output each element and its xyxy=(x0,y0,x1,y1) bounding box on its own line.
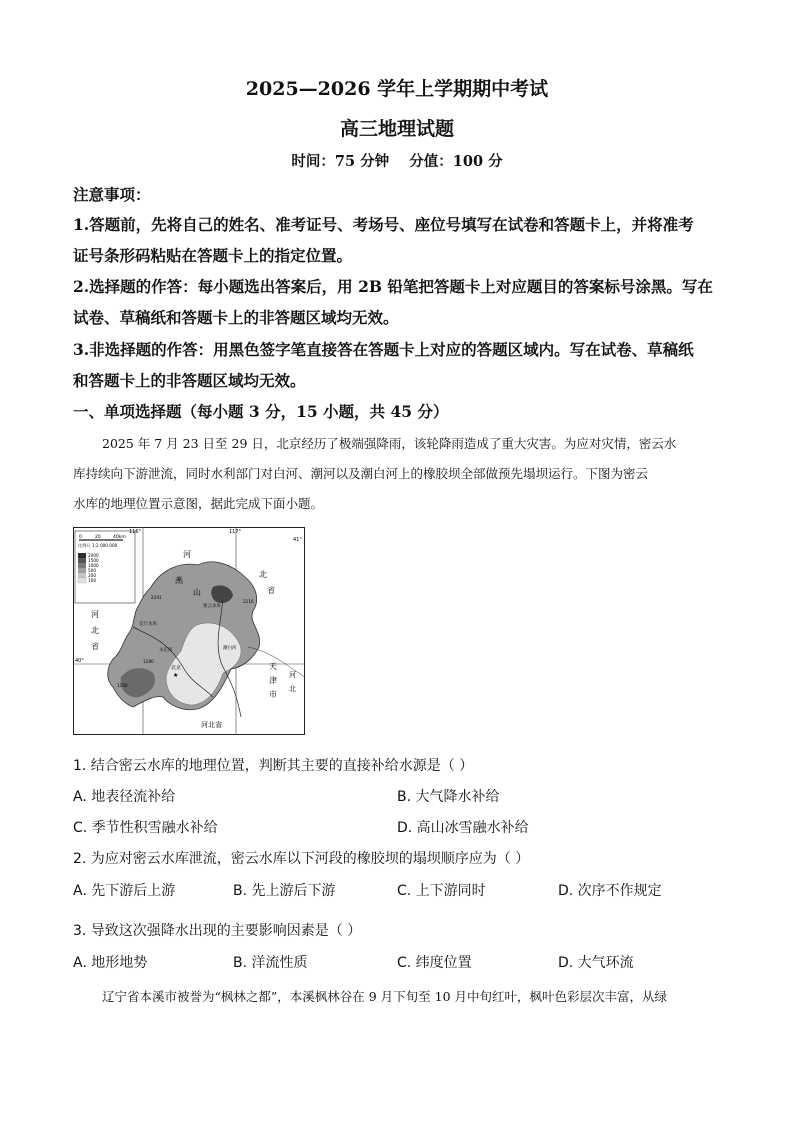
miyun-reservoir-map xyxy=(73,527,305,735)
lon-label: 116° xyxy=(129,529,142,535)
section-heading: 一、单项选择题（每小题 3 分，15 小题，共 45 分） xyxy=(73,402,449,421)
peak-label: 1280 xyxy=(143,659,154,664)
question-stem: 2. 为应对密云水库泄流，密云水库以下河段的橡胶坝的塌坝顺序应为（ ） xyxy=(73,851,530,867)
note-line: 试卷、草稿纸和答题卡上的非答题区域均无效。 xyxy=(73,308,399,327)
note-line: 3.非选择题的作答：用黑色签字笔直接答在答题卡上对应的答题区域内。写在试卷、草稿纸 xyxy=(73,340,694,359)
question-stem: 3. 导致这次强降水出现的主要影响因素是（ ） xyxy=(73,923,362,939)
legend-value: 100 xyxy=(88,578,96,583)
place-label: 密云水库 xyxy=(203,604,221,609)
legend-value: 500 xyxy=(88,568,96,573)
exam-subject: 高三地理试题 xyxy=(339,118,454,140)
legend-value: 1000 xyxy=(88,563,99,568)
region-label: 燕 xyxy=(175,576,183,585)
note-line: 1.答题前，先将自己的姓名、准考证号、考场号、座位号填写在试卷和答题卡上，并将准考 xyxy=(73,215,694,234)
peak-label: 1160 xyxy=(117,683,128,688)
option-a: A. 先下游后上游 xyxy=(73,883,176,899)
scale-tick: 20 xyxy=(95,535,101,540)
option-d: D. 高山冰雪融水补给 xyxy=(397,820,529,836)
peak-label: 2241 xyxy=(151,595,162,600)
region-label: 北 xyxy=(259,570,267,579)
option-b: B. 先上游后下游 xyxy=(233,883,336,899)
question-stem: 1. 结合密云水库的地理位置，判断其主要的直接补给水源是（ ） xyxy=(73,758,474,774)
legend-value: 1500 xyxy=(88,558,99,563)
note-line: 2.选择题的作答：每小题选出答案后，用 2B 铅笔把答题卡上对应题目的答案标号涂黑。写在 xyxy=(73,277,713,296)
option-d: D. 次序不作规定 xyxy=(558,883,662,899)
region-label: 河 xyxy=(289,671,296,679)
option-b: B. 洋流性质 xyxy=(233,955,308,971)
option-d: D. 大气环流 xyxy=(558,955,634,971)
peak-label: 2116 xyxy=(243,599,254,604)
exam-title: 2025—2026 学年上学期期中考试 xyxy=(245,78,549,100)
region-label: 山 xyxy=(193,588,201,597)
note-line: 证号条形码粘贴在答题卡上的指定位置。 xyxy=(73,246,353,265)
exam-meta: 时间：75 分钟 分值：100 分 xyxy=(291,153,503,170)
option-c: C. 季节性积雪融水补给 xyxy=(73,820,218,836)
option-c: C. 纬度位置 xyxy=(397,955,472,971)
region-label: 省 xyxy=(91,642,99,651)
region-label: 北 xyxy=(91,626,99,635)
region-label: 津 xyxy=(269,676,277,685)
lat-label: 40° xyxy=(75,658,84,664)
legend-value: 2000 xyxy=(88,553,99,558)
place-label: 潮白河 xyxy=(223,646,237,651)
region-label: 北 xyxy=(289,685,296,693)
passage-line: 水库的地理位置示意图，据此完成下面小题。 xyxy=(73,496,324,511)
place-label: 永定河 xyxy=(159,648,173,653)
passage-2-line: 辽宁省本溪市被誉为“枫林之都”，本溪枫林谷在 9 月下旬至 10 月中旬红叶，枫叶色彩层次丰富，从绿 xyxy=(102,989,668,1004)
place-label: 官厅水库 xyxy=(139,622,157,627)
region-label: 市 xyxy=(269,690,277,699)
scale-tick: 40km xyxy=(113,535,126,540)
region-label: 省 xyxy=(267,586,275,595)
option-a: A. 地表径流补给 xyxy=(73,789,176,805)
region-label: 天 xyxy=(269,662,277,671)
option-a: A. 地形地势 xyxy=(73,955,148,971)
notes-heading: 注意事项： xyxy=(73,185,151,204)
lat-label: 41° xyxy=(293,537,302,543)
elevation-legend xyxy=(78,553,99,583)
note-line: 和答题卡上的非答题区域均无效。 xyxy=(73,371,306,390)
region-label: 河北省 xyxy=(201,721,222,729)
region-label: 河 xyxy=(183,550,191,559)
scale-label: 比例尺 1:2 000 000 xyxy=(78,543,118,548)
option-c: C. 上下游同时 xyxy=(397,883,486,899)
region-label: 河 xyxy=(91,610,99,619)
passage-line: 2025 年 7 月 23 日至 29 日，北京经历了极端强降雨，该轮降雨造成了重大灾害。为应对灾情，密云水 xyxy=(102,436,677,451)
scale-tick: 0 xyxy=(79,535,82,540)
legend-value: 200 xyxy=(88,573,96,578)
lon-label: 117° xyxy=(229,529,242,535)
capital-star-icon: ★ xyxy=(173,672,179,679)
passage-line: 库持续向下游泄流，同时水利部门对白河、潮河以及潮白河上的橡胶坝全部做预先塌坝运行。下图为密云 xyxy=(73,466,649,481)
option-b: B. 大气降水补给 xyxy=(397,789,500,805)
place-label: 北京 xyxy=(171,665,182,671)
